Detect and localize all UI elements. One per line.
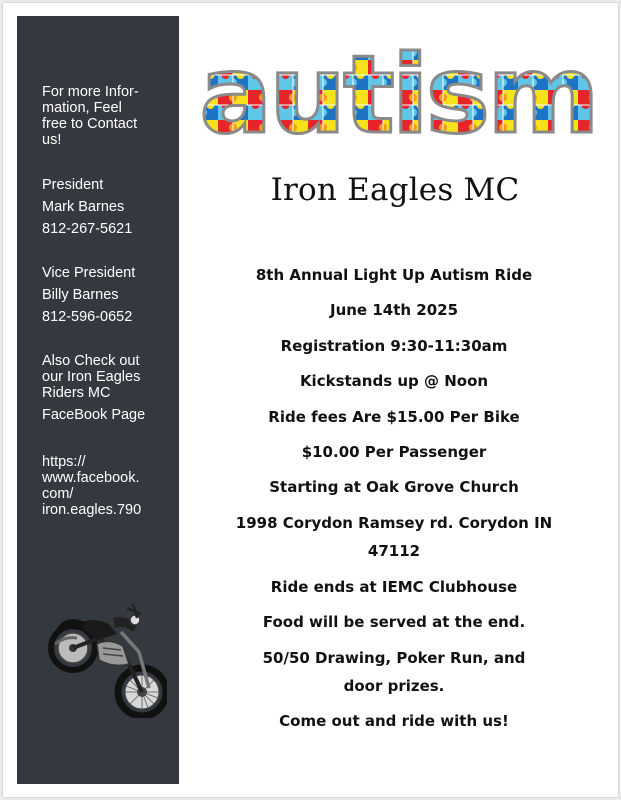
facebook-promo <box>42 353 167 423</box>
facebook-promo-line: Riders MC <box>42 385 111 401</box>
facebook-url-line[interactable]: iron.eagles.790 <box>42 502 142 518</box>
facebook-url-line[interactable]: https:// <box>42 454 86 470</box>
facebook-page-label: FaceBook Page <box>42 407 146 423</box>
contact-sidebar <box>17 16 179 784</box>
contact-intro-line: For more Infor- <box>42 84 139 100</box>
contact-intro <box>42 84 167 148</box>
facebook-url-line[interactable]: www.facebook. <box>42 470 140 486</box>
prizes-line-2: door prizes. <box>343 677 445 695</box>
vice-president-phone[interactable]: 812-596-0652 <box>42 309 133 325</box>
start-zip: 47112 <box>367 542 421 560</box>
contact-intro-line: mation, Feel <box>42 100 122 116</box>
autism-banner <box>188 30 608 145</box>
autism-word: autism <box>199 33 597 145</box>
president-phone[interactable]: 812-267-5621 <box>42 221 133 237</box>
closing-invite: Come out and ride with us! <box>279 712 509 730</box>
president-contact <box>42 174 167 240</box>
kickstands-time: Kickstands up @ Noon <box>299 372 489 390</box>
org-name: Iron Eagles MC <box>270 172 520 208</box>
bike-fee: Ride fees Are $15.00 Per Bike <box>268 408 520 426</box>
vice-president-contact <box>42 262 167 328</box>
president-name: Mark Barnes <box>42 199 125 215</box>
contact-intro-line: free to Contact <box>42 116 138 132</box>
vice-president-title: Vice President <box>42 265 136 281</box>
facebook-promo-line: our Iron Eagles <box>42 369 141 385</box>
facebook-promo-line: Also Check out <box>42 353 140 369</box>
start-address: 1998 Corydon Ramsey rd. Corydon IN <box>235 514 553 532</box>
vice-president-name: Billy Barnes <box>42 287 119 303</box>
start-location: Starting at Oak Grove Church <box>269 478 519 496</box>
passenger-fee: $10.00 Per Passenger <box>301 443 487 461</box>
prizes-line-1: 50/50 Drawing, Poker Run, and <box>262 649 526 667</box>
event-date: June 14th 2025 <box>329 301 459 319</box>
president-title: President <box>42 177 104 193</box>
motorcycle-icon <box>37 588 167 718</box>
facebook-url[interactable] <box>42 454 167 518</box>
end-location: Ride ends at IEMC Clubhouse <box>270 578 518 596</box>
registration-time: Registration 9:30-11:30am <box>280 337 508 355</box>
contact-intro-line: us! <box>42 132 62 148</box>
facebook-url-line[interactable]: com/ <box>42 486 74 502</box>
food-note: Food will be served at the end. <box>262 613 526 631</box>
event-title: 8th Annual Light Up Autism Ride <box>255 266 533 284</box>
